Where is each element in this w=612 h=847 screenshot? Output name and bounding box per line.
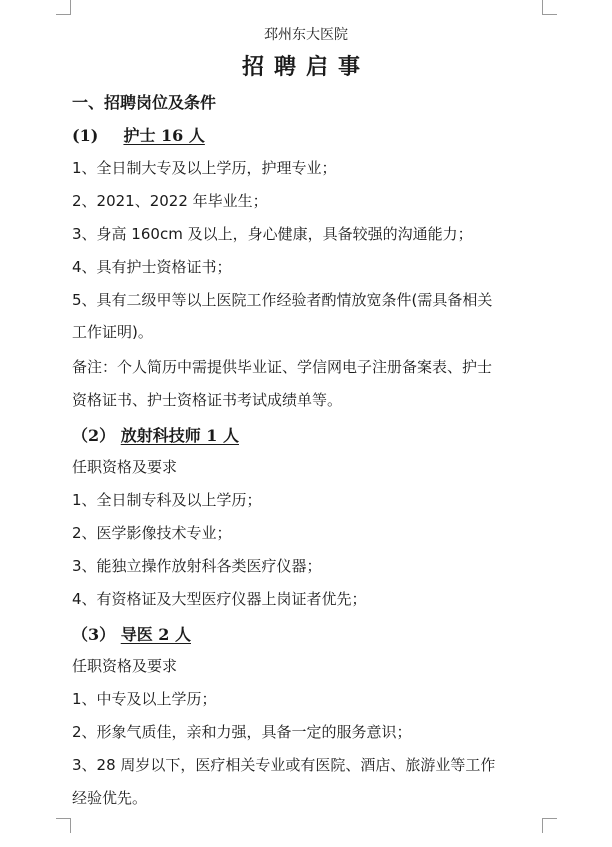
requirement-line: 3、28 周岁以下，医疗相关专业或有医院、酒店、旅游业等工作 bbox=[72, 756, 496, 774]
requirement-line: 1、全日制大专及以上学历，护理专业； bbox=[72, 159, 337, 177]
position-number: (1) bbox=[72, 126, 99, 145]
position-heading-radiology bbox=[72, 423, 552, 446]
crop-mark-top-right bbox=[542, 0, 557, 15]
requirement-line: 5、具有二级甲等以上医院工作经验者酌情放宽条件(需具备相关 bbox=[72, 291, 493, 309]
position-heading-nurse bbox=[72, 123, 552, 146]
requirement-line: 工作证明)。 bbox=[72, 323, 153, 341]
subheading-line: 任职资格及要求 bbox=[72, 657, 178, 675]
position-number: （3） bbox=[72, 625, 116, 644]
requirement-line: 2、医学影像技术专业； bbox=[72, 524, 232, 542]
position-number: （2） bbox=[72, 426, 116, 445]
hospital-name: 邳州东大医院 bbox=[264, 27, 348, 43]
requirement-line: 2、2021、2022 年毕业生； bbox=[72, 192, 268, 210]
position-title: 护士 16 人 bbox=[123, 126, 205, 145]
requirement-line: 4、具有护士资格证书； bbox=[72, 258, 232, 276]
position-heading-guide bbox=[72, 622, 552, 645]
crop-mark-top-left bbox=[56, 0, 71, 15]
document-title: 招聘启事 bbox=[241, 54, 370, 80]
note-line: 备注：个人简历中需提供毕业证、学信网电子注册备案表、护士 bbox=[72, 358, 493, 376]
requirement-line: 3、身高 160cm 及以上，身心健康，具备较强的沟通能力； bbox=[72, 225, 473, 243]
requirement-line: 1、中专及以上学历； bbox=[72, 690, 217, 708]
crop-mark-bottom-left bbox=[56, 818, 71, 833]
requirement-line: 1、全日制专科及以上学历； bbox=[72, 491, 262, 509]
section-heading: 一、招聘岗位及条件 bbox=[72, 93, 217, 112]
position-title: 导医 2 人 bbox=[120, 625, 191, 644]
requirement-line: 4、有资格证及大型医疗仪器上岗证者优先； bbox=[72, 590, 367, 608]
position-title: 放射科技师 1 人 bbox=[120, 426, 239, 445]
crop-mark-bottom-right bbox=[542, 818, 557, 833]
requirement-line: 经验优先。 bbox=[72, 789, 148, 807]
subheading-line: 任职资格及要求 bbox=[72, 458, 178, 476]
requirement-line: 3、能独立操作放射科各类医疗仪器； bbox=[72, 557, 322, 575]
note-line: 资格证书、护士资格证书考试成绩单等。 bbox=[72, 391, 343, 409]
requirement-line: 2、形象气质佳，亲和力强，具备一定的服务意识； bbox=[72, 723, 412, 741]
